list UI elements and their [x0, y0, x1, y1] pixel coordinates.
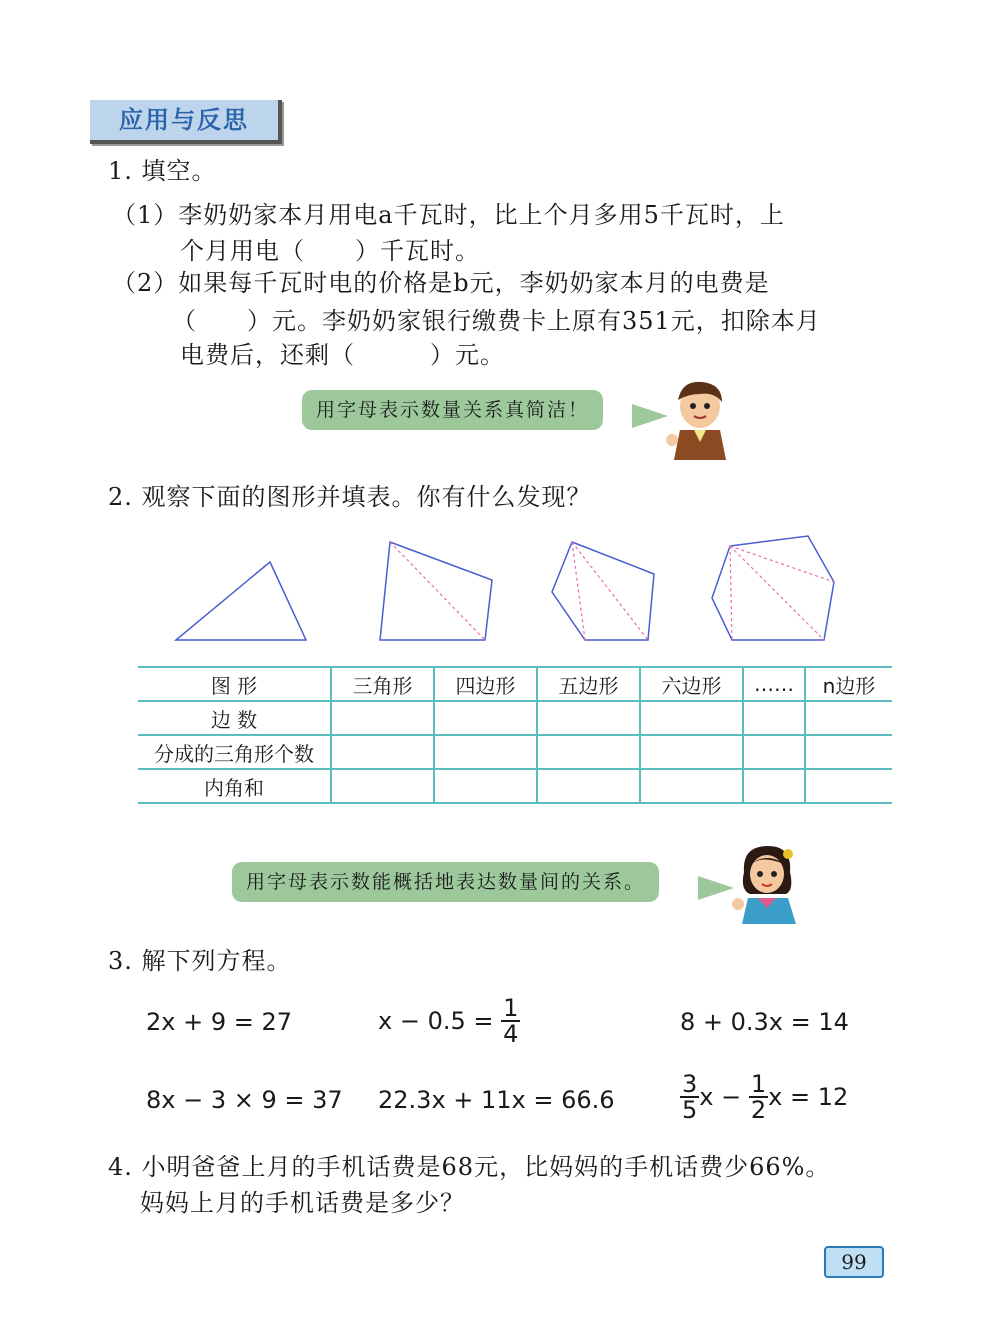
row-label: 边 数 [138, 701, 331, 735]
equation-5: 22.3x + 11x = 66.6 [378, 1086, 615, 1114]
bubble-tail-1 [632, 404, 668, 428]
equation-6 [680, 1072, 848, 1122]
bubble-tail-2 [698, 876, 734, 900]
q1-p2-line2: （ ）元。李奶奶家银行缴费卡上原有351元，扣除本月 [172, 307, 821, 335]
equation-3: 8 + 0.3x = 14 [680, 1008, 849, 1036]
equation-6-fraction-1 [680, 1072, 699, 1122]
answer-cell[interactable] [805, 701, 892, 735]
equation-2-left: x − 0.5 = [378, 1007, 494, 1035]
hexagon-diagonal-1 [730, 546, 834, 582]
table-row [138, 701, 892, 735]
answer-cell[interactable] [331, 769, 434, 803]
table-header-row [138, 667, 892, 701]
q1-p1-line1: （1）李奶奶家本月用电a千瓦时，比上个月多用5千瓦时，上 [112, 201, 785, 229]
answer-cell[interactable] [434, 735, 537, 769]
polygon-figures [160, 530, 850, 650]
answer-cell[interactable] [331, 735, 434, 769]
fraction-denominator: 2 [750, 1096, 767, 1124]
answer-cell[interactable] [537, 701, 640, 735]
answer-cell[interactable] [331, 701, 434, 735]
answer-cell[interactable] [743, 735, 805, 769]
row-label: 分成的三角形个数 [138, 735, 331, 769]
answer-cell[interactable] [434, 769, 537, 803]
quadrilateral-diagonal [390, 542, 485, 640]
header-cell: 四边形 [434, 667, 537, 701]
girl-avatar [730, 842, 802, 924]
equation-6-middle: x − [699, 1083, 742, 1111]
fraction-numerator: 1 [503, 994, 519, 1022]
answer-cell[interactable] [434, 701, 537, 735]
header-cell: 五边形 [537, 667, 640, 701]
q1-title: 1. 填空。 [108, 157, 217, 185]
header-cell: 图 形 [138, 667, 331, 701]
answer-cell[interactable] [537, 735, 640, 769]
answer-cell[interactable] [640, 735, 743, 769]
speech-bubble-2: 用字母表示数能概括地表达数量间的关系。 [232, 862, 659, 902]
header-cell: 六边形 [640, 667, 743, 701]
answer-cell[interactable] [537, 769, 640, 803]
answer-cell[interactable] [743, 701, 805, 735]
q1-p2-line3: 电费后，还剩（ ）元。 [180, 341, 505, 369]
section-title: 应用与反思 [119, 106, 249, 134]
header-cell: n边形 [805, 667, 892, 701]
boy-avatar [664, 378, 734, 460]
row-label: 内角和 [138, 769, 331, 803]
equation-1: 2x + 9 = 27 [146, 1008, 293, 1036]
section-tag [90, 100, 282, 144]
page-number: 99 [824, 1246, 884, 1278]
q4-line2: 妈妈上月的手机话费是多少？ [140, 1189, 465, 1217]
q4-line1: 4. 小明爸爸上月的手机话费是68元，比妈妈的手机话费少66%。 [108, 1153, 831, 1181]
fraction-denominator: 4 [503, 1020, 519, 1048]
fraction-numerator: 3 [682, 1070, 698, 1098]
equation-4: 8x − 3 × 9 = 37 [146, 1086, 343, 1114]
equation-6-right: x = 12 [768, 1083, 849, 1111]
polygon-table [138, 666, 892, 804]
q1-p1-line2: 个月用电（ ）千瓦时。 [180, 237, 480, 265]
equation-2-fraction [501, 996, 520, 1046]
fraction-numerator: 1 [750, 1070, 767, 1098]
hexagon-diagonal-3 [730, 546, 732, 640]
q2-title: 2. 观察下面的图形并填表。你有什么发现？ [108, 483, 592, 511]
answer-cell[interactable] [640, 769, 743, 803]
answer-cell[interactable] [743, 769, 805, 803]
answer-cell[interactable] [805, 769, 892, 803]
triangle-shape [176, 562, 306, 640]
header-cell: …… [743, 667, 805, 701]
hexagon-shape [712, 536, 834, 640]
answer-cell[interactable] [640, 701, 743, 735]
fraction-denominator: 5 [682, 1096, 698, 1124]
header-cell: 三角形 [331, 667, 434, 701]
table-row [138, 769, 892, 803]
hexagon-diagonal-2 [730, 546, 824, 640]
q3-title: 3. 解下列方程。 [108, 947, 292, 975]
pentagon-shape [552, 542, 654, 640]
equation-2 [378, 996, 520, 1046]
q1-p2-line1: （2）如果每千瓦时电的价格是b元，李奶奶家本月的电费是 [112, 269, 770, 297]
answer-cell[interactable] [805, 735, 892, 769]
equation-6-fraction-2 [749, 1072, 768, 1122]
table-row [138, 735, 892, 769]
quadrilateral-shape [380, 542, 492, 640]
speech-bubble-1: 用字母表示数量关系真简洁！ [302, 390, 603, 430]
